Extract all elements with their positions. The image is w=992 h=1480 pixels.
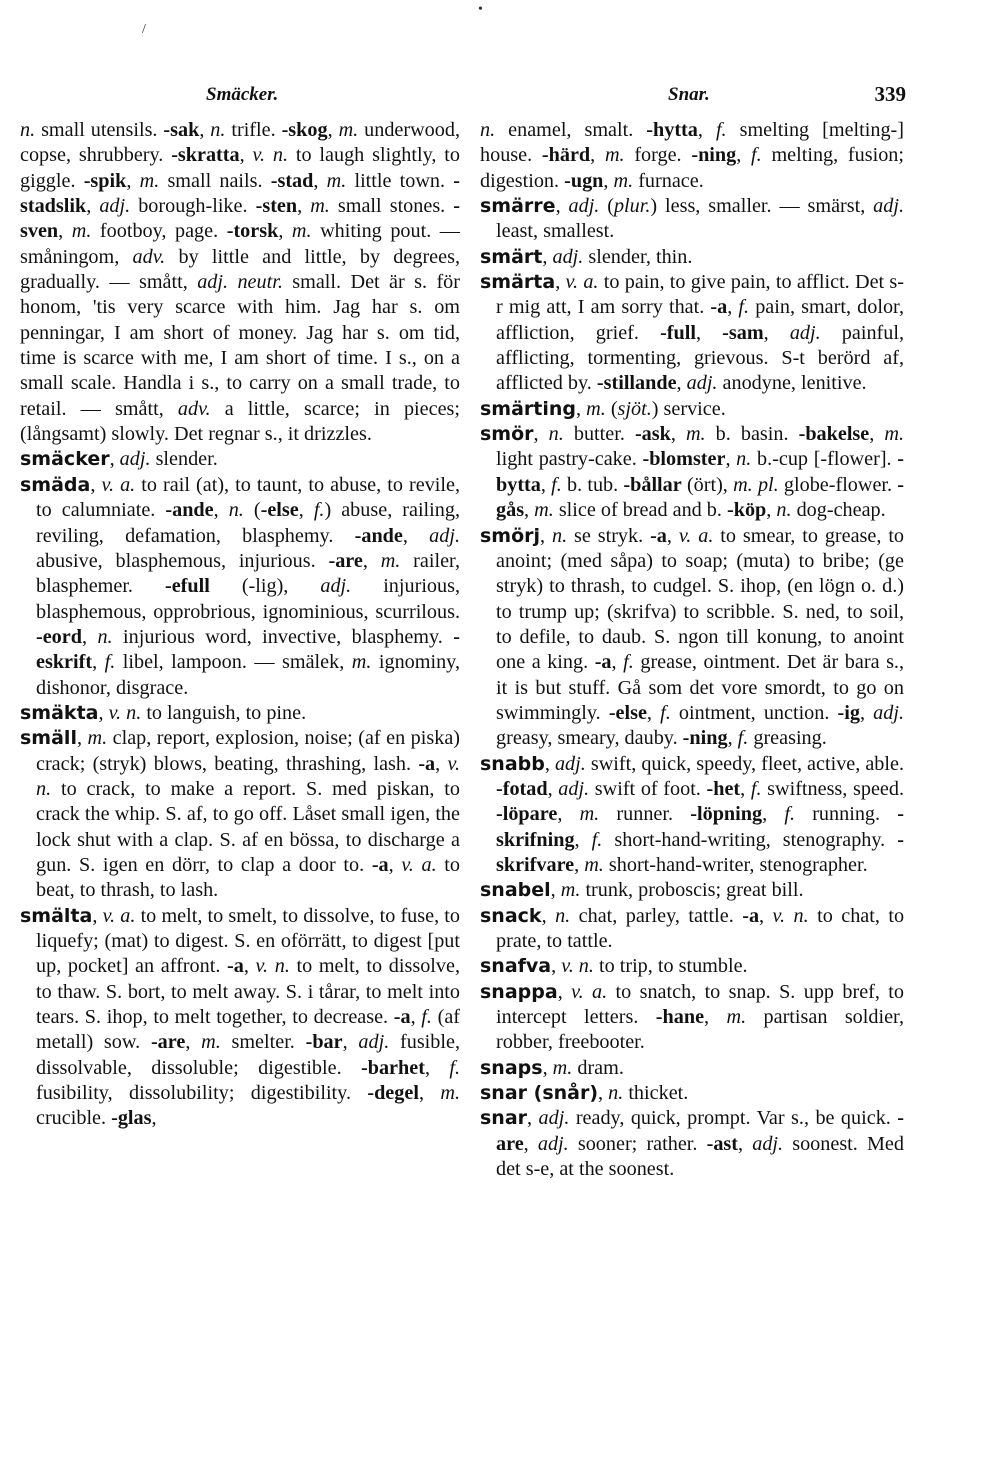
running-head-left: Smäcker. (206, 84, 279, 105)
stray-mark: • (478, 2, 483, 17)
dictionary-entry: snabb, adj. swift, quick, speedy, fleet, active, able. -fotad, adj. swift of foot. -het, f. swiftness, speed. -löpare, m. runner. -löpning, f. running. -skrifning, f. short-hand-writing, stenography. -skrifvare, m. short-hand-writer, stenographer. (480, 752, 905, 876)
stray-mark: / (142, 22, 146, 37)
dictionary-entry: smälta, v. a. to melt, to smelt, to dissolve, to fuse, to liquefy; (mat) to digest. S. en oförrätt, to digest [put up, pocket] an affront. -a, v. n. to melt, to dissolve, to thaw. S. bort, to melt away. S. i tårar, to melt into tears. S. ihop, to melt together, to decrease. -a, f. (af metall) sow. -are, m. smelter. -bar, adj. fusible, dissolvable, dissoluble; digestible. -barhet, f. fusibility, dissolubility; digestibility. -degel, m. crucible. -glas, (20, 904, 461, 1130)
dictionary-entry: snack, n. chat, parley, tattle. -a, v. n. to chat, to prate, to tattle. (480, 904, 905, 952)
dictionary-entry: snabel, m. trunk, proboscis; great bill. (480, 879, 804, 902)
dictionary-entry: smärt, adj. slender, thin. (480, 245, 693, 268)
right-column (480, 118, 904, 1182)
dictionary-entry: n. enamel, smalt. -hytta, f. smelting [melting-] house. -härd, m. forge. -ning, f. melting, fusion; digestion. -ugn, m. furnace. (480, 119, 904, 192)
dictionary-entry: snar, adj. ready, quick, prompt. Var s., be quick. -are, adj. sooner; rather. -ast, adj. soonest. Med det s-e, at the soonest. (480, 1107, 905, 1181)
dictionary-entry: smärta, v. a. to pain, to give pain, to afflict. Det s-r mig att, I am sorry that. -a, f. pain, smart, dolor, affliction, grief. -full, -sam, adj. painful, afflicting, tormenting, grievous. S-t berörd af, afflicted by. -stillande, adj. anodyne, lenitive. (480, 271, 905, 395)
dictionary-entry: smäkta, v. n. to languish, to pine. (20, 701, 307, 724)
dictionary-entry: smörj, n. se stryk. -a, v. a. to smear, to grease, to anoint; (med såpa) to soap; (muta) to bribe; (ge stryk) to thrash, to cudgel. S. ihop, (en lögn o. d.) to trump up; (skrifva) to scribble. S. ned, to soil, to defile, to daub. S. ngon till konung, to anoint one a king. -a, f. grease, ointment. Det är bara s., it is but stuff. Gå som det vore smordt, to go on swimmingly. -else, f. ointment, unction. -ig, adj. greasy, smeary, dauby. -ning, f. greasing. (480, 524, 905, 750)
dictionary-entry: smärre, adj. (plur.) less, smaller. — smärst, adj. least, smallest. (480, 195, 905, 243)
left-column (20, 118, 460, 1132)
dictionary-entry: smäcker, adj. slender. (20, 448, 218, 471)
dictionary-entry: smör, n. butter. -ask, m. b. basin. -bakelse, m. light pastry-cake. -blomster, n. b.-cup [-flower]. -bytta, f. b. tub. -bållar (ört), m. pl. globe-flower. -gås, m. slice of bread and b. -köp, n. dog-cheap. (480, 423, 905, 522)
dictionary-entry: n. small utensils. -sak, n. trifle. -skog, m. underwood, copse, shrubbery. -skratta, v. n. to laugh slightly, to giggle. -spik, m. small nails. -stad, m. little town. -stadslik, adj. borough-like. -sten, m. small stones. -sven, m. footboy, page. -torsk, m. whiting pout. — småningom, adv. by little and little, by degrees, gradually. — smått, adj. neutr. small. Det är s. för honom, 'tis very scarce with him. Jag har s. om penningar, I am short of money. Jag har s. om tid, time is scarce with me, I am short of time. I s., on a small scale. Handla i s., to carry on a small trade, to retail. — smått, adv. a little, scarce; in pieces; (långsamt) slowly. Det regnar s., it drizzles. (20, 119, 461, 446)
dictionary-entry: snar (snår), n. thicket. (480, 1082, 689, 1105)
dictionary-entry: smäll, m. clap, report, explosion, noise; (af en piska) crack; (stryk) blows, beating, thrashing, lash. -a, v. n. to crack, to make a report. S. med piskan, to crack the whip. S. af, to go off. Låset small igen, the lock shut with a clap. S. af en bössa, to discharge a gun. S. igen en dörr, to clap a door to. -a, v. a. to beat, to thrash, to lash. (20, 727, 461, 902)
dictionary-entry: snaps, m. dram. (480, 1056, 624, 1079)
running-head-right: Snar. (668, 84, 710, 105)
dictionary-entry: smäda, v. a. to rail (at), to taunt, to abuse, to revile, to calumniate. -ande, n. (-else, f.) abuse, railing, reviling, defamation, blasphemy. -ande, adj. abusive, blasphemous, injurious. -are, m. railer, blasphemer. -efull (-lig), adj. injurious, blasphemous, opprobrious, ignominious, scurrilous. -eord, n. injurious word, invective, blasphemy. -eskrift, f. libel, lampoon. — smälek, m. ignominy, dishonor, disgrace. (20, 473, 461, 699)
dictionary-entry: smärting, m. (sjöt.) service. (480, 397, 726, 420)
dictionary-entry: snappa, v. a. to snatch, to snap. S. upp bref, to intercept letters. -hane, m. partisan soldier, robber, freebooter. (480, 980, 905, 1054)
page-number: 339 (874, 82, 906, 106)
dictionary-entry: snafva, v. n. to trip, to stumble. (480, 955, 748, 978)
